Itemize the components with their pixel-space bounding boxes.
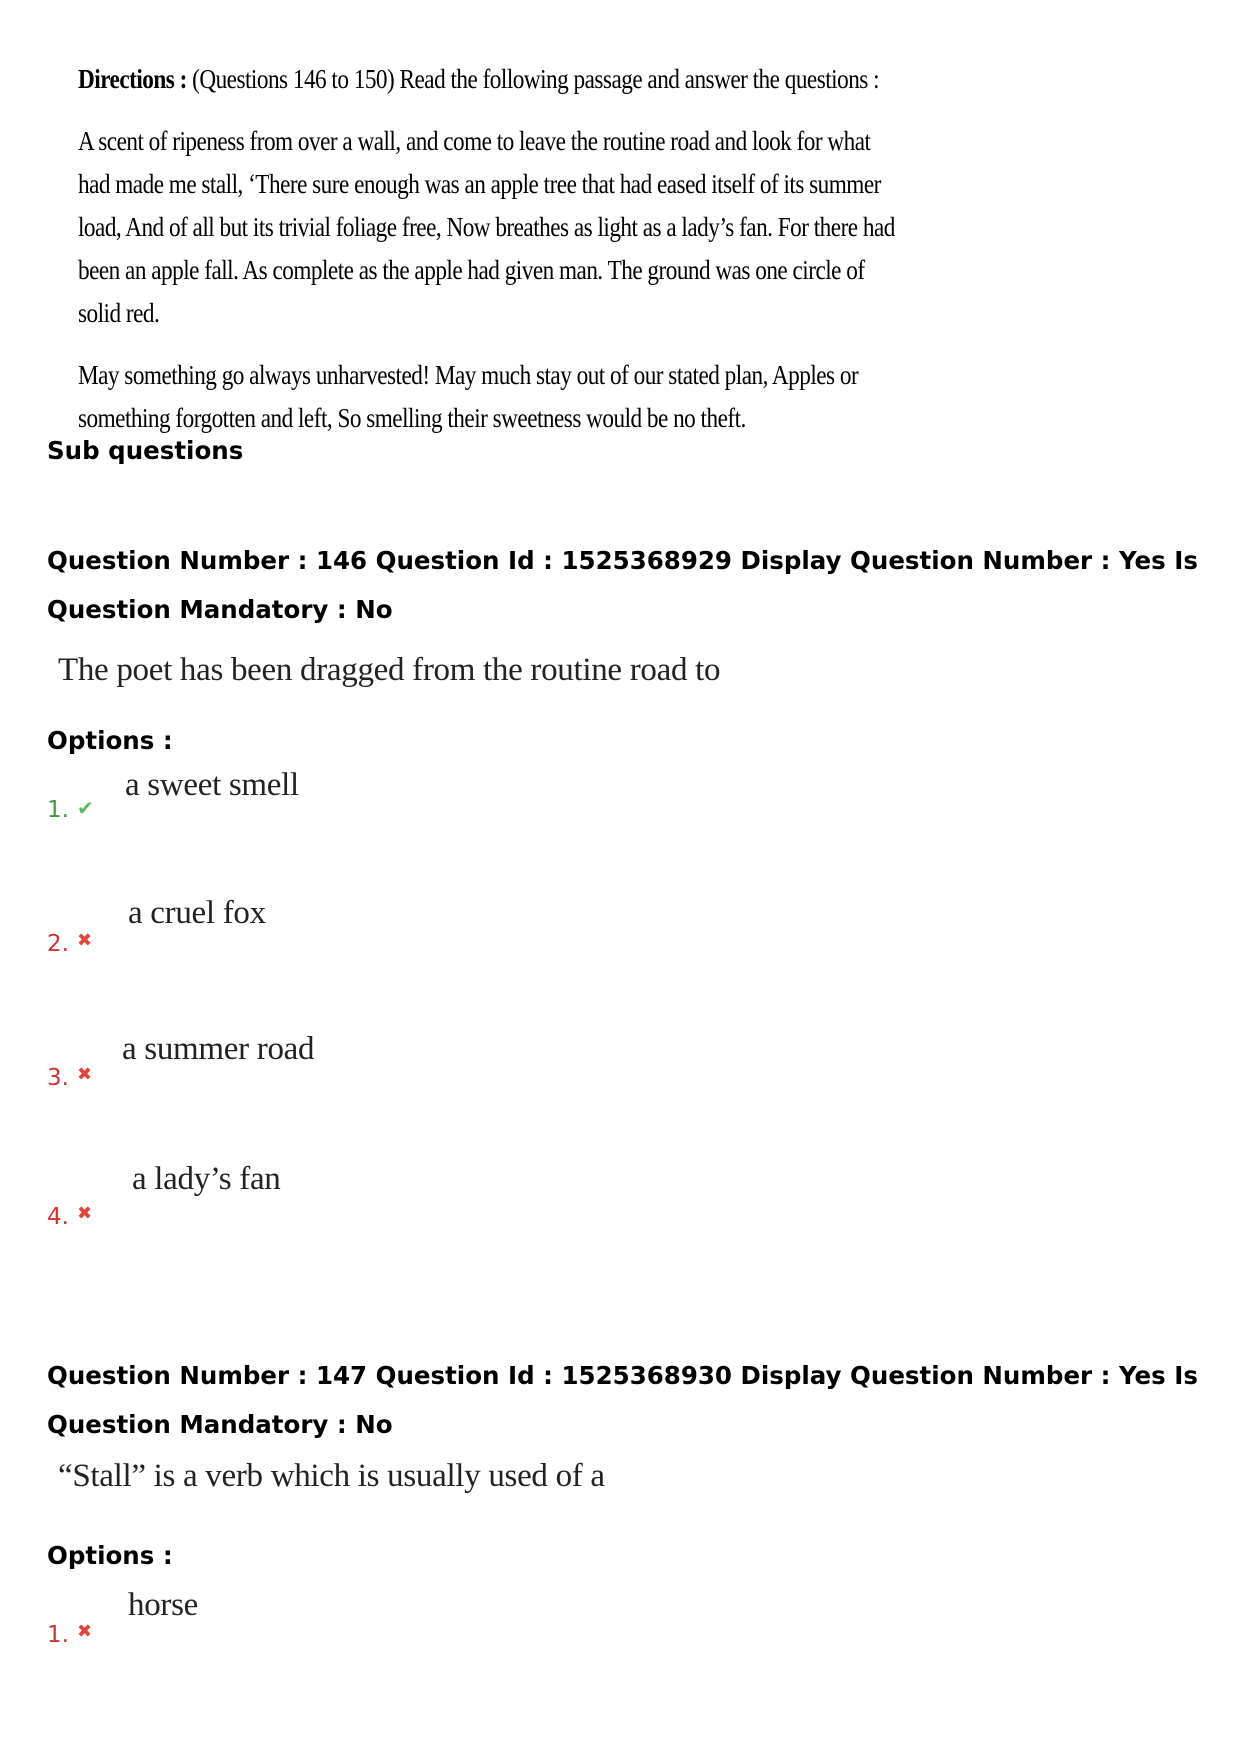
option-number-146-3 <box>47 1064 92 1091</box>
directions-label: Directions : <box>78 64 187 94</box>
option-text-146-3: a summer road <box>122 1031 315 1067</box>
option-number-label: 2. <box>47 931 69 957</box>
question-text-146: The poet has been dragged from the routine road to <box>58 652 721 688</box>
cross-icon: ✖ <box>76 1621 93 1642</box>
option-number-label: 1. <box>47 797 69 823</box>
option-number-146-1 <box>47 796 94 823</box>
cross-icon: ✖ <box>76 1203 93 1224</box>
directions-line <box>78 58 899 101</box>
cross-icon: ✖ <box>76 1064 93 1085</box>
cross-icon: ✖ <box>76 930 93 951</box>
option-number-147-1 <box>47 1621 92 1648</box>
passage-image <box>78 58 899 459</box>
option-number-label: 1. <box>47 1622 69 1648</box>
sub-questions-label: Sub questions <box>47 436 244 465</box>
passage-paragraph-1: A scent of ripeness from over a wall, and come to leave the routine road and look for what had made me stall, ‘There sure enough was an apple tree that had eased itself of its summer load, And of all but its trivial foliage free, Now breathes as light as a lady’s fan. For there had been an apple fall. As complete as the apple had given man. The ground was one circle of solid red. <box>78 126 895 328</box>
options-label-146: Options : <box>47 726 173 755</box>
option-text-147-1: horse <box>128 1587 198 1623</box>
option-text-146-2: a cruel fox <box>128 895 266 931</box>
question-header-147: Question Number : 147 Question Id : 1525368930 Display Question Number : Yes Is Question Mandatory : No <box>47 1361 1198 1439</box>
passage-paragraph-2: May something go always unharvested! May much stay out of our stated plan, Apples or something forgotten and left, So smelling their sweetness would be no theft. <box>78 360 859 433</box>
option-text-146-4: a lady’s fan <box>132 1161 281 1197</box>
option-number-label: 3. <box>47 1065 69 1091</box>
directions-text: (Questions 146 to 150) Read the following passage and answer the questions : <box>192 64 880 94</box>
option-number-146-4 <box>47 1203 92 1230</box>
option-text-146-1: a sweet smell <box>125 767 299 803</box>
option-number-label: 4. <box>47 1204 69 1230</box>
option-number-146-2 <box>47 930 92 957</box>
options-label-147: Options : <box>47 1541 173 1570</box>
question-header-146: Question Number : 146 Question Id : 1525368929 Display Question Number : Yes Is Question Mandatory : No <box>47 546 1198 624</box>
check-icon: ✔ <box>76 796 94 820</box>
question-text-147: “Stall” is a verb which is usually used of a <box>58 1458 605 1494</box>
